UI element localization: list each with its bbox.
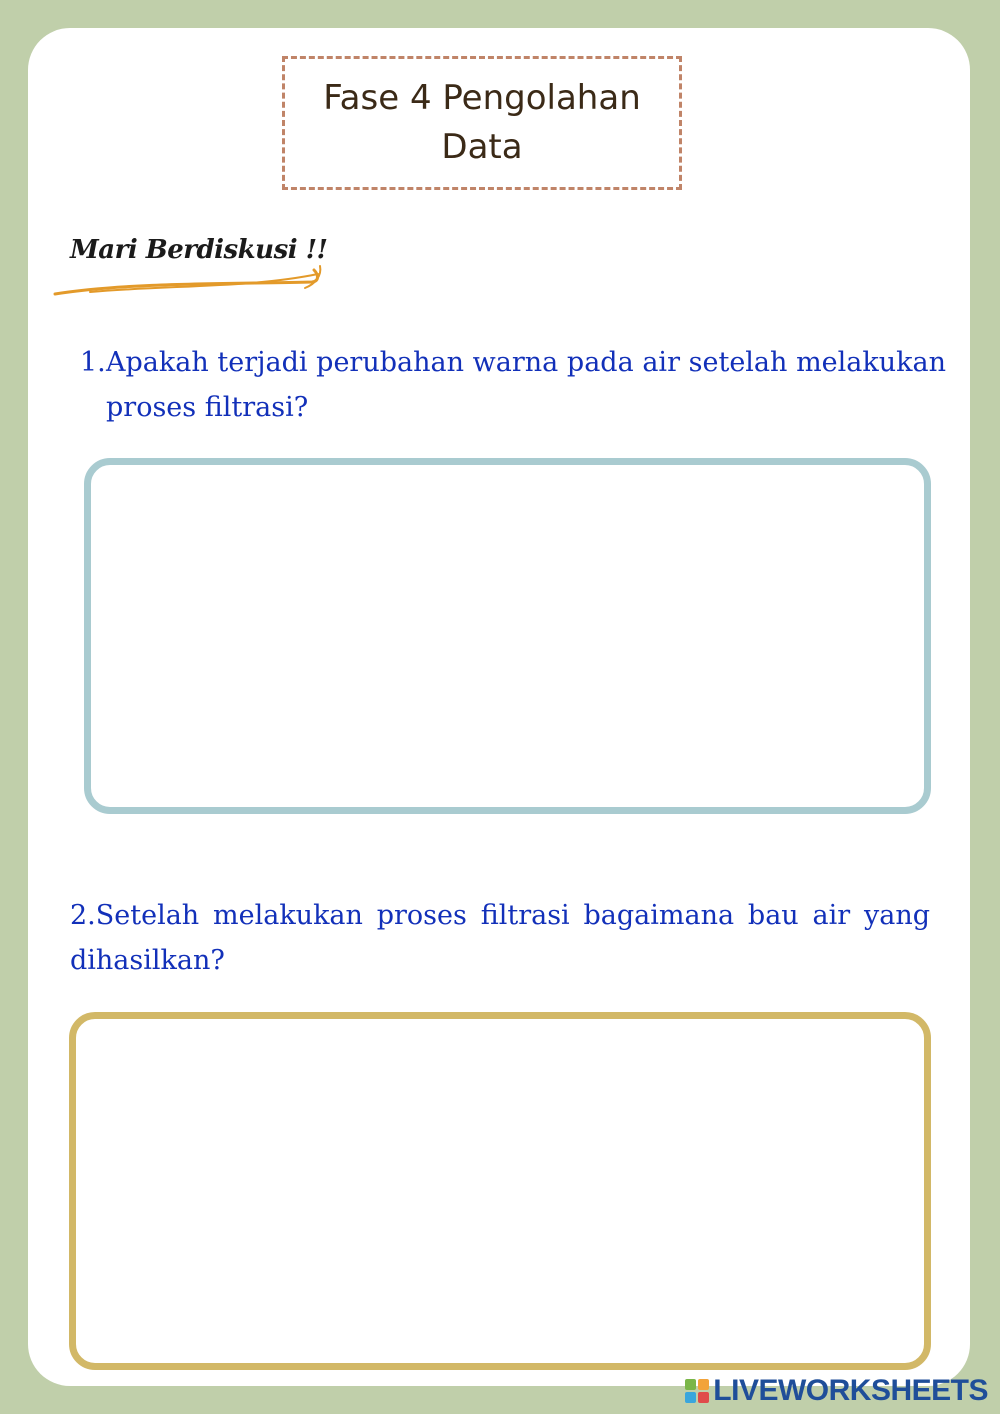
logo-square-2 [698, 1379, 709, 1390]
answer-box-2[interactable] [69, 1012, 931, 1370]
question-1-number: 1. [80, 347, 106, 378]
logo-square-3 [685, 1392, 696, 1403]
question-1 [80, 340, 946, 430]
discussion-heading: Mari Berdiskusi !! [70, 235, 328, 265]
question-2-text: 2.Setelah melakukan proses filtrasi bagaimana bau air yang dihasilkan? [70, 900, 930, 976]
logo-square-1 [685, 1379, 696, 1390]
question-1-text: Apakah terjadi perubahan warna pada air setelah melakukan proses filtrasi? [106, 347, 946, 423]
answer-box-1[interactable] [84, 458, 931, 814]
liveworksheets-footer [685, 1374, 988, 1408]
logo-square-4 [698, 1392, 709, 1403]
page-title-line1: Fase 4 Pengolahan [323, 77, 641, 118]
page-title-line2: Data [441, 127, 523, 167]
page-title-box [282, 56, 682, 190]
liveworksheets-brand: LIVEWORKSHEETS [713, 1374, 988, 1407]
liveworksheets-logo-icon [685, 1379, 709, 1403]
